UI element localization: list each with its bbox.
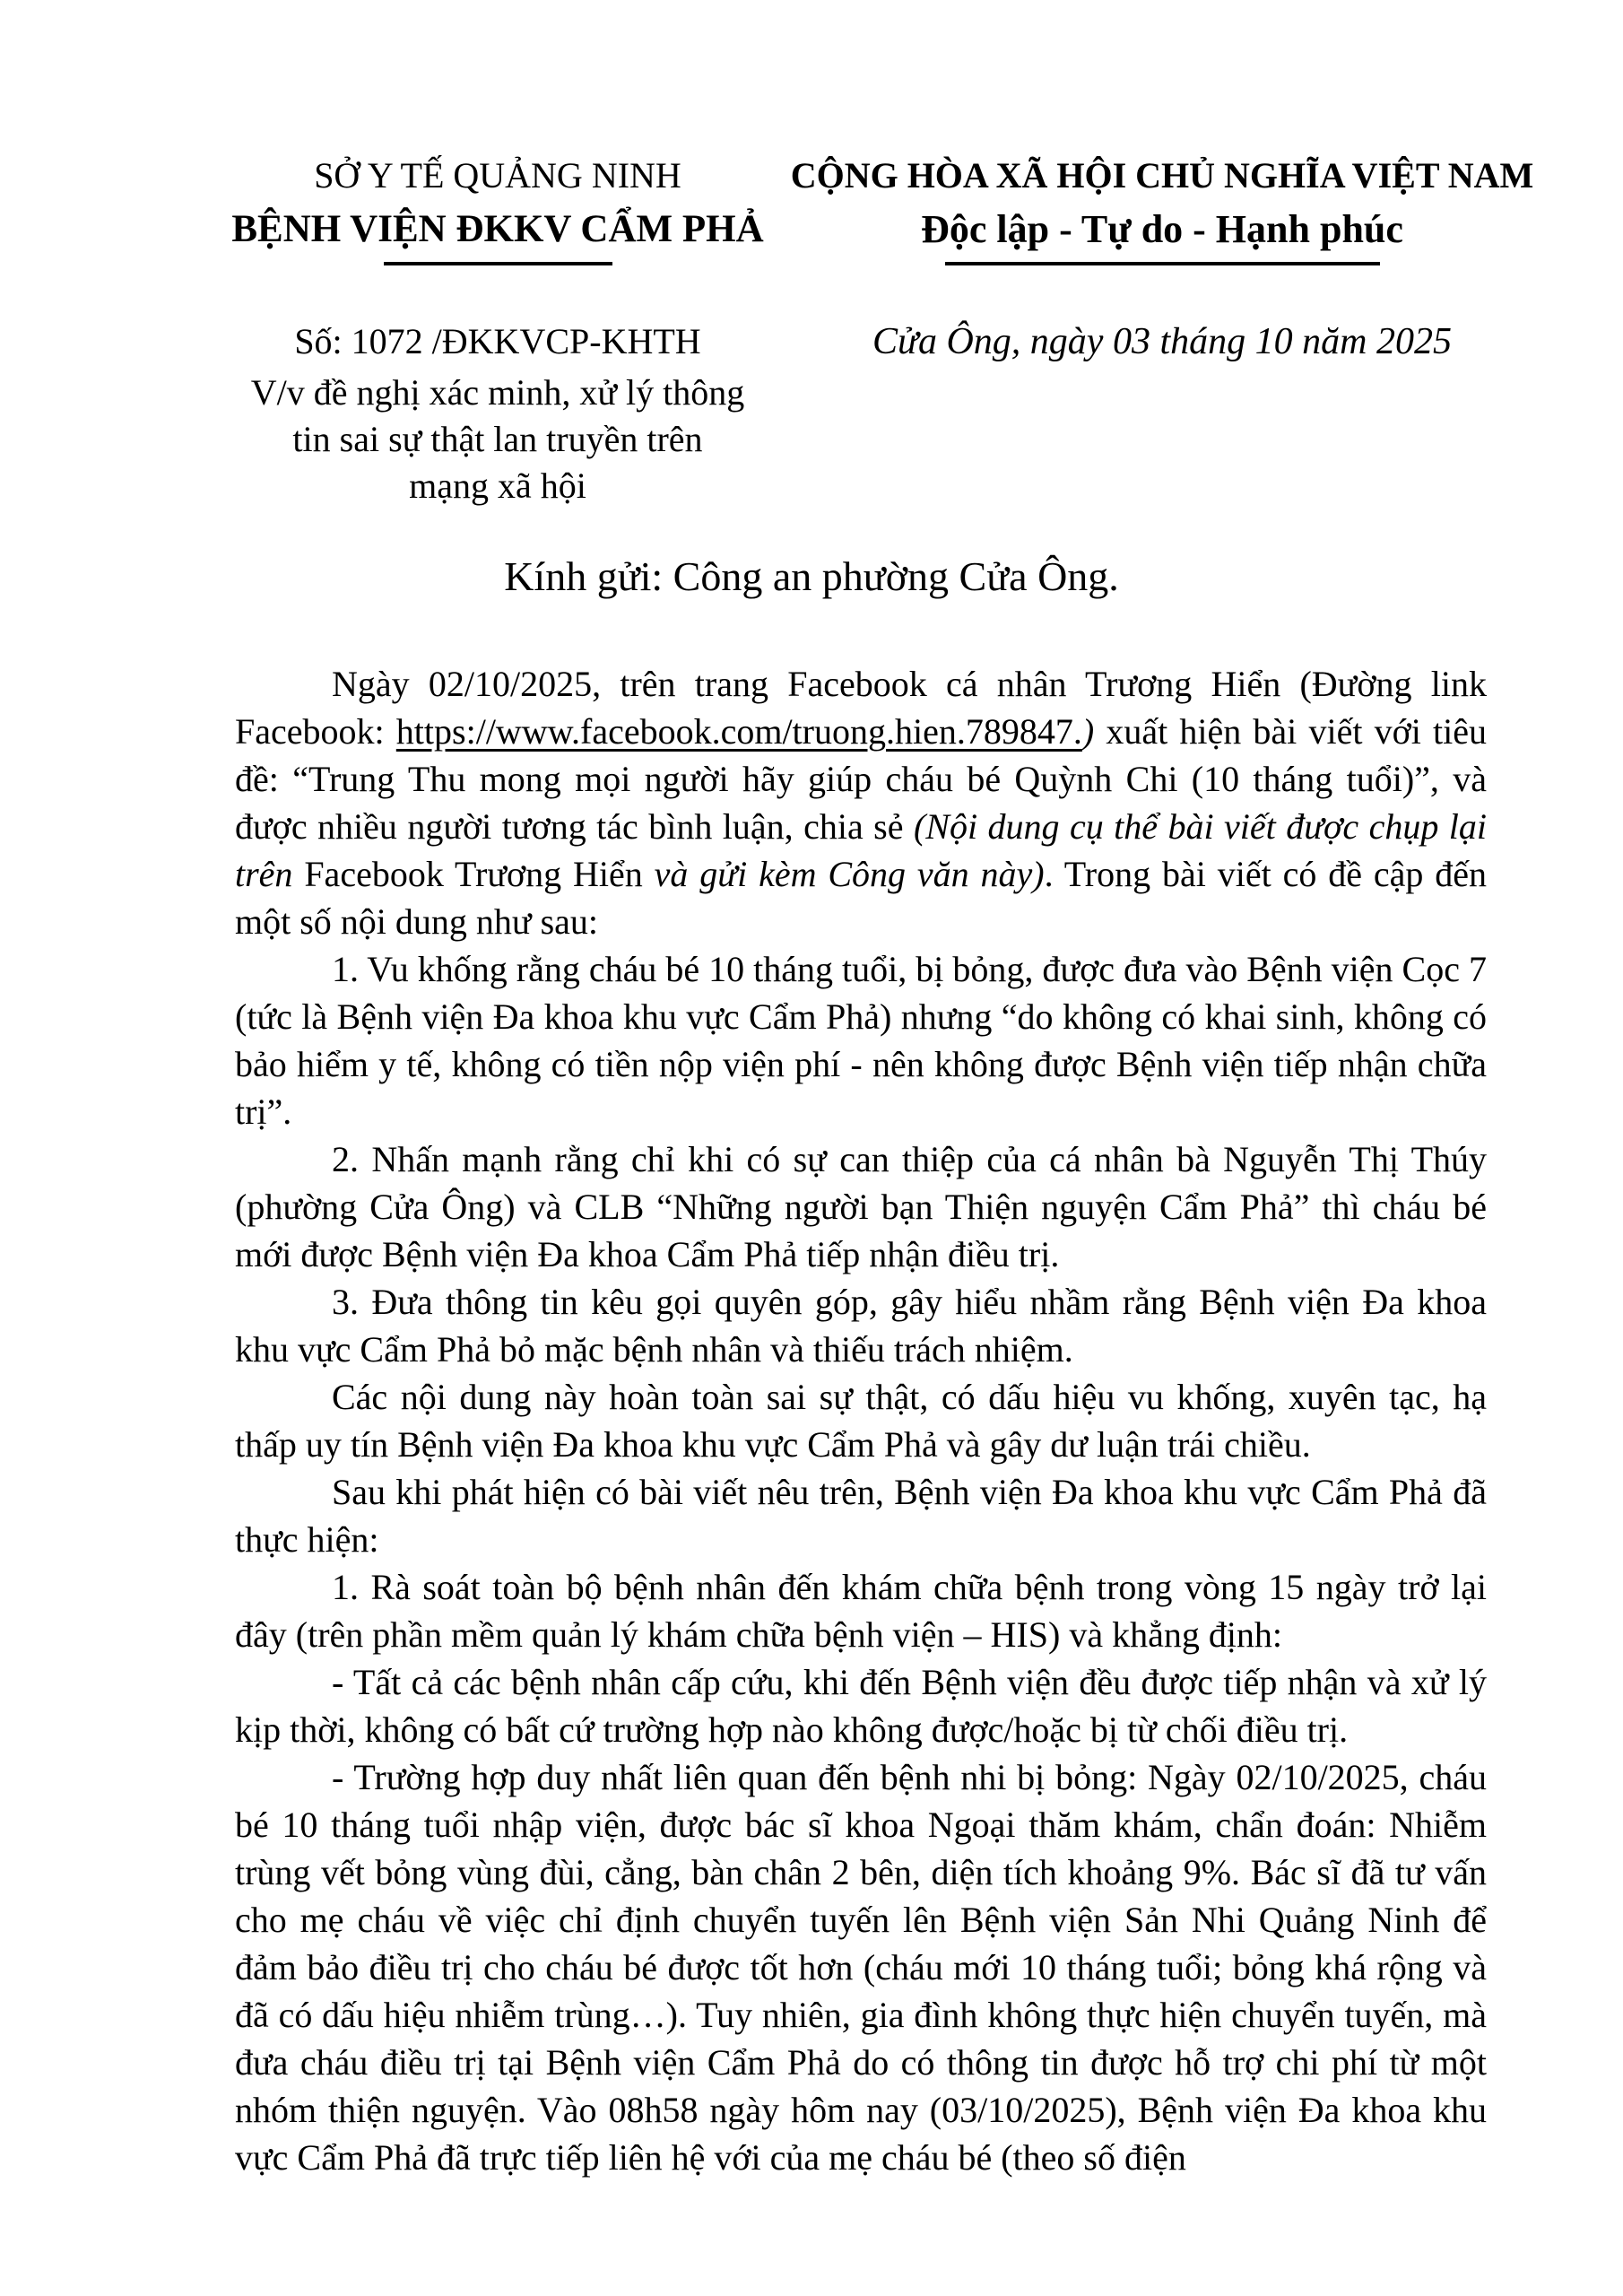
paragraph xyxy=(235,660,1487,945)
doc-subject-line: tin sai sự thật lan truyền trên xyxy=(292,419,703,459)
text-run: Facebook Trương Hiển xyxy=(304,854,655,894)
paragraph xyxy=(235,1753,1487,2181)
doc-subject-line: V/v đề nghị xác minh, xử lý thông xyxy=(250,372,745,413)
text-run: 1. Vu khống rằng cháu bé 10 tháng tuổi, bị bỏng, được đưa vào Bệnh viện Cọc 7 (tức là Bệnh viện Đa khoa khu vực Cẩm Phả) nhưng “do không có khai sinh, không có bảo hiểm y tế, không có tiền nộp viện phí - nên không được Bệnh viện tiếp nhận chữa trị”. xyxy=(235,949,1487,1132)
paragraph xyxy=(235,1135,1487,1278)
text-run: 3. Đưa thông tin kêu gọi quyên góp, gây hiểu nhầm rằng Bệnh viện Đa khoa khu vực Cẩm Phả bỏ mặc bệnh nhân và thiếu trách nhiệm. xyxy=(235,1282,1487,1370)
text-run: xuất hiện bài viết với tiêu đề: “Trung Thu mong mọi người hãy giúp cháu bé Quỳnh Chi (10 tháng tuổi)”, và được nhiều người tương tác bình luận, chia sẻ xyxy=(235,711,1488,847)
text-run: ) xyxy=(1081,711,1095,752)
text-run: 2. Nhấn mạnh rằng chỉ khi có sự can thiệp của cá nhân bà Nguyễn Thị Thúy (phường Cửa Ông) và CLB “Những người bạn Thiện nguyện Cẩm Phả” thì cháu bé mới được Bệnh viện Đa khoa Cẩm Phả tiếp nhận điều trị. xyxy=(235,1139,1487,1274)
paragraph xyxy=(235,1373,1487,1468)
text-run: - Tất cả các bệnh nhân cấp cứu, khi đến Bệnh viện đều được tiếp nhận và xử lý kịp thời, không có bất cứ trường hợp nào không được/hoặc bị từ chối điều trị. xyxy=(235,1662,1487,1750)
recipient-line: Kính gửi: Công an phường Cửa Ông. xyxy=(504,553,1119,599)
text-run: 1. Rà soát toàn bộ bệnh nhân đến khám chữa bệnh trong vòng 15 ngày trở lại đây (trên phần mềm quản lý khám chữa bệnh viện – HIS) và khẳng định: xyxy=(235,1567,1487,1655)
paragraph xyxy=(235,945,1487,1135)
document-body xyxy=(235,660,1487,2181)
national-motto: Độc lập - Tự do - Hạnh phúc xyxy=(921,207,1403,251)
doc-subject xyxy=(206,370,789,509)
text-run: Sau khi phát hiện có bài viết nêu trên, Bệnh viện Đa khoa khu vực Cẩm Phả đã thực hiện: xyxy=(235,1472,1487,1560)
text-run: và gửi kèm Công văn này) xyxy=(654,854,1045,894)
text-run: Ngày 02/10/2025, trên trang Facebook cá nhân Trương Hiển (Đường link Facebook: xyxy=(235,664,1487,752)
org-name-divider xyxy=(384,262,612,265)
org-name: BỆNH VIỆN ĐKKV CẨM PHẢ xyxy=(231,208,764,250)
paragraph xyxy=(235,1563,1487,1658)
motto-divider xyxy=(945,262,1380,265)
doc-number: Số: 1072 /ĐKKVCP-KHTH xyxy=(294,321,701,361)
doc-subject-line: mạng xã hội xyxy=(409,465,586,506)
place-and-date: Cửa Ông, ngày 03 tháng 10 năm 2025 xyxy=(872,321,1452,362)
paragraph xyxy=(235,1278,1487,1373)
header-right-block xyxy=(789,151,1535,509)
text-run: (Nội dung cụ thể bài viết được chụp lại trên xyxy=(235,806,1488,894)
header-left-block xyxy=(206,151,789,509)
text-run: Các nội dung này hoàn toàn sai sự thật, có dấu hiệu vu khống, xuyên tạc, hạ thấp uy tín Bệnh viện Đa khoa khu vực Cẩm Phả và gây dư luận trái chiều. xyxy=(235,1377,1487,1465)
document-header xyxy=(0,0,1623,509)
facebook-url: https://www.facebook.com/truong.hien.789847. xyxy=(395,711,1082,752)
national-title: CỘNG HÒA XÃ HỘI CHỦ NGHĨA VIỆT NAM xyxy=(790,155,1534,196)
paragraph xyxy=(235,1468,1487,1563)
text-run: - Trường hợp duy nhất liên quan đến bệnh nhi bị bỏng: Ngày 02/10/2025, cháu bé 10 tháng tuổi nhập viện, được bác sĩ khoa Ngoại thăm khám, chẩn đoán: Nhiễm trùng vết bỏng vùng đùi, cẳng, bàn chân 2 bên, diện tích khoảng 9%. Bác sĩ đã tư vấn cho mẹ cháu về việc chỉ định chuyển tuyến lên Bệnh viện Sản Nhi Quảng Ninh để đảm bảo điều trị cho cháu bé được tốt hơn (cháu mới 10 tháng tuổi; bỏng khá rộng và đã có dấu hiệu nhiễm trùng…). Tuy nhiên, gia đình không thực hiện chuyển tuyến, mà đưa cháu điều trị tại Bệnh viện Cẩm Phả do có thông tin được hỗ trợ chi phí từ một nhóm thiện nguyện. Vào 08h58 ngày hôm nay (03/10/2025), Bệnh viện Đa khoa khu vực Cẩm Phả đã trực tiếp liên hệ với của mẹ cháu bé (theo số điện xyxy=(235,1757,1487,2178)
text-run: . Trong bài viết có đề cập đến một số nội dung như sau: xyxy=(235,854,1487,942)
paragraph xyxy=(235,1658,1487,1753)
parent-org-name: SỞ Y TẾ QUẢNG NINH xyxy=(314,155,681,196)
